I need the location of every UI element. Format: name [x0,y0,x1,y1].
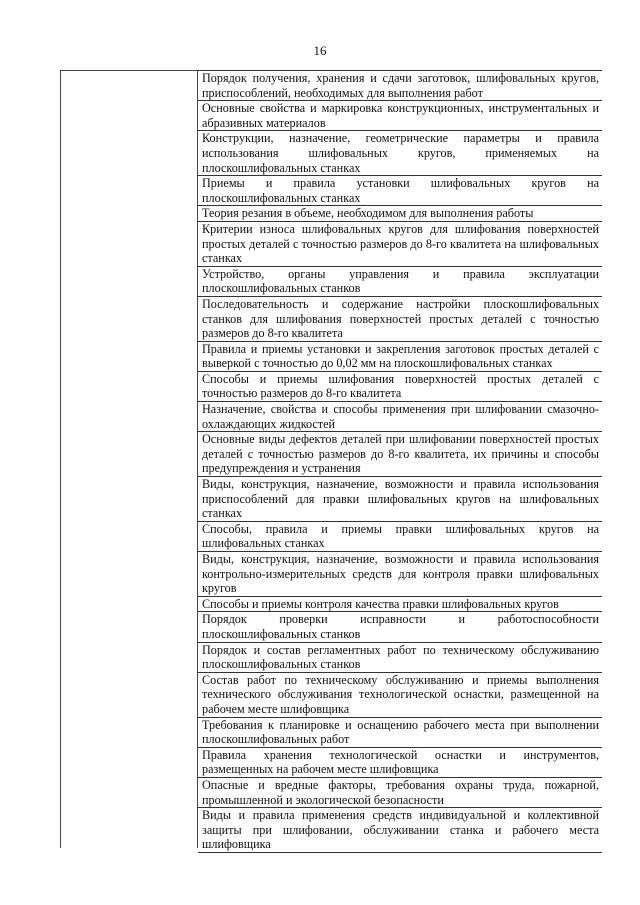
knowledge-list [198,70,602,853]
requirements-table [60,70,605,852]
table-row: Виды, конструкция, назначение, возможности и правила использования контрольно-измерительных средств для контроля правки шлифовальных кругов [198,552,602,597]
table-label-column [60,70,198,848]
table-row: Требования к планировке и оснащению рабочего места при выполнении плоскошлифовальных работ [198,718,602,748]
table-row: Устройство, органы управления и правила эксплуатации плоскошлифовальных станков [198,267,602,297]
table-row: Опасные и вредные факторы, требования охраны труда, пожарной, промышленной и экологической безопасности [198,778,602,808]
table-row: Виды и правила применения средств индивидуальной и коллективной защиты при шлифовании, обслуживании станка и рабочего места шлифовщика [198,808,602,853]
table-row: Состав работ по техническому обслуживанию и приемы выполнения технического обслуживания технологической оснастки, размещенной на рабочем месте шлифовщика [198,673,602,718]
table-row: Порядок получения, хранения и сдачи заготовок, шлифовальных кругов, приспособлений, необходимых для выполнения работ [198,70,602,101]
table-row: Способы и приемы контроля качества правки шлифовальных кругов [198,597,602,613]
table-row: Критерии износа шлифовальных кругов для шлифования поверхностей простых деталей с точностью размеров до 8-го квалитета на шлифовальных станках [198,222,602,267]
table-row: Правила хранения технологической оснастки и инструментов, размещенных на рабочем месте шлифовщика [198,748,602,778]
table-row: Основные виды дефектов деталей при шлифовании поверхностей простых деталей с точностью размеров до 8-го квалитета, их причины и способы предупреждения и устранения [198,432,602,477]
table-row: Основные свойства и маркировка конструкционных, инструментальных и абразивных материалов [198,101,602,131]
table-row: Конструкции, назначение, геометрические параметры и правила использования шлифовальных кругов, применяемых на плоскошлифовальных станках [198,131,602,176]
table-row: Приемы и правила установки шлифовальных кругов на плоскошлифовальных станках [198,176,602,206]
table-row: Теория резания в объеме, необходимом для выполнения работы [198,206,602,222]
table-row: Виды, конструкция, назначение, возможности и правила использования приспособлений для правки шлифовальных кругов на шлифовальных станках [198,477,602,522]
page-number: 16 [313,43,327,58]
table-row: Последовательность и содержание настройки плоскошлифовальных станков для шлифования поверхностей простых деталей с точностью размеров до 8-го квалитета [198,297,602,342]
table-row: Способы и приемы шлифования поверхностей простых деталей с точностью размеров до 8-го квалитета [198,372,602,402]
table-row: Способы, правила и приемы правки шлифовальных кругов на шлифовальных станках [198,522,602,552]
table-row: Правила и приемы установки и закрепления заготовок простых деталей с выверкой с точностью до 0,02 мм на плоскошлифовальных станках [198,342,602,372]
table-row: Порядок проверки исправности и работоспособности плоскошлифовальных станков [198,612,602,642]
table-row: Назначение, свойства и способы применения при шлифовании смазочно-охлаждающих жидкостей [198,402,602,432]
table-row: Порядок и состав регламентных работ по техническому обслуживанию плоскошлифовальных станков [198,643,602,673]
